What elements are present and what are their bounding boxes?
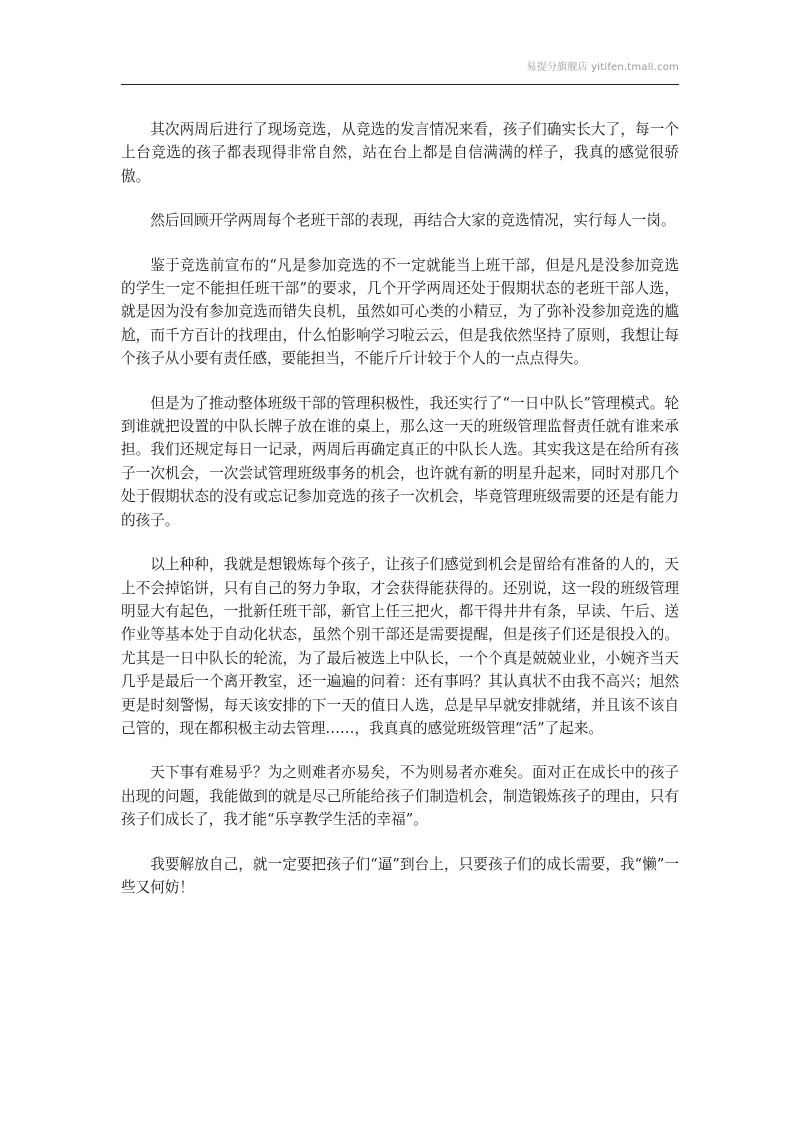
paragraph: 然后回顾开学两周每个老班干部的表现，再结合大家的竞选情况，实行每人一岗。 [150,212,676,230]
paragraph: 鉴于竞选前宣布的“凡是参加竞选的不一定就能当上班干部，但是凡是没参加竞选的学生一定不能担任班干部”的要求，几个开学两周还处于假期状态的老班干部人选，就是因为没有参加竞选而错失良机，虽然如可心类的小精豆，为了弥补没参加竞选的尴尬，而千方百计的找理由，什么怕影响学习啦云云，但是我依然坚持了原则，我想让每个孩子从小要有责任感，要能担当，不能斤斤计较于个人的一点点得失。 [121,256,679,368]
paragraph: 但是为了推动整体班级干部的管理积极性，我还实行了“一日中队长”管理模式。轮到谁就把设置的中队长牌子放在谁的桌上，那么这一天的班级管理监督责任就有谁来承担。我们还规定每日一记录，两周后再确定真正的中队长人选。其实我这是在给所有孩子一次机会，一次尝试管理班级事务的机会，也许就有新的明星升起来，同时对那几个处于假期状态的没有或忘记参加竞选的孩子一次机会，毕竟管理班级需要的还是有能力的孩子。 [121,394,679,529]
page-header [121,56,679,85]
paragraph: 我要解放自己，就一定要把孩子们“逼”到台上，只要孩子们的成长需要，我“懒”一些又何妨！ [121,855,679,896]
paragraph: 以上种种，我就是想锻炼每个孩子，让孩子们感觉到机会是留给有准备的人的，天上不会掉馅饼，只有自己的努力争取，才会获得能获得的。还别说，这一段的班级管理明显大有起色，一批新任班干部，新官上任三把火，都干得井井有条，早读、午后、送作业等基本处于自动化状态，虽然个别干部还是需要提醒，但是孩子们还是很投入的。尤其是一日中队长的轮流，为了最后被选上中队长，一个个真是兢兢业业，小婉齐当天几乎是最后一个离开教室，还一遍遍的问着：还有事吗？其认真状不由我不高兴；旭然更是时刻警惕，每天该安排的下一天的值日人选，总是早早就安排就绪，并且该不该自己管的，现在都积极主动去管理……，我真真的感觉班级管理“活”了起来。 [121,556,679,737]
paragraph: 天下事有难易乎？为之则难者亦易矣，不为则易者亦难矣。面对正在成长中的孩子出现的问题，我能做到的就是尽己所能给孩子们制造机会，制造锻炼孩子的理由，只有孩子们成长了，我才能“乐享教学生活的幸福”。 [121,764,679,829]
paragraph: 其次两周后进行了现场竞选，从竞选的发言情况来看，孩子们确实长大了，每一个上台竞选的孩子都表现得非常自然，站在台上都是自信满满的样子，我真的感觉很骄傲。 [121,121,679,185]
watermark-text: 易提分旗舰店 yitifen.tmall.com [526,62,679,73]
article-body [121,118,679,920]
